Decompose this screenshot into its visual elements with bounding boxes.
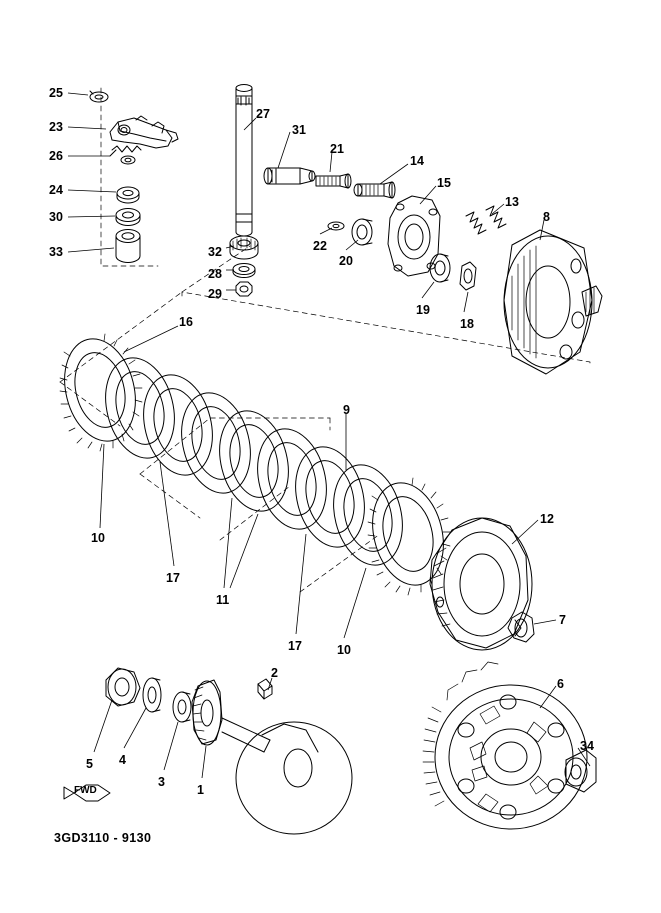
clutch-plate-9 [362,475,453,595]
part-3-washer [173,692,191,722]
part-25-circlip [90,91,108,102]
part-12-clutch-housing [430,518,532,650]
callout-30: 30 [49,210,63,224]
part-14-bolt [354,182,395,198]
callout-26: 26 [49,149,63,163]
callout-16: 16 [179,315,193,329]
callout-20: 20 [339,254,353,268]
part-31-push-rod-2 [264,168,315,184]
part-8-clutch-boss [504,230,602,374]
callout-8: 8 [543,210,550,224]
part-16-friction-plate [54,331,145,451]
part-28-washer [233,264,255,278]
part-2-key [258,679,272,699]
part-23-clutch-lever [110,116,178,148]
clutch-plate-6 [248,422,337,537]
callout-22: 22 [313,239,327,253]
part-4-washer [143,678,161,712]
push-rod-group [230,85,315,297]
part-32-gear [230,236,258,259]
callout-28: 28 [208,267,222,281]
push-lever-group [90,88,178,266]
callout-17: 17 [166,571,180,585]
part-30-washer [116,209,140,226]
callout-10: 10 [91,531,105,545]
part-20-bearing [352,219,372,245]
callout-21: 21 [330,142,344,156]
part-21-bolt [316,174,351,188]
callout-7: 7 [559,613,566,627]
part-29-nut [236,282,252,296]
callout-6: 6 [557,677,564,691]
part-27-push-rod [236,85,252,237]
callout-33: 33 [49,245,63,259]
bottom-left-shaft-group [106,668,352,834]
callout-23: 23 [49,120,63,134]
callout-12: 12 [540,512,554,526]
callout-17b: 17 [288,639,302,653]
callout-13: 13 [505,195,519,209]
part-19-bearing [430,254,450,282]
callout-31: 31 [292,123,306,137]
callout-14: 14 [410,154,424,168]
clutch-plate-8 [324,458,413,573]
primary-gear-cone [236,722,352,834]
clutch-plate-5 [210,404,299,519]
clutch-plate-3 [134,368,223,483]
callout-9: 9 [343,403,350,417]
fwd-direction-label: FWD [74,785,97,796]
callout-25: 25 [49,86,63,100]
callout-27: 27 [256,107,270,121]
clutch-plate-2 [96,351,185,466]
part-number-label: 3GD3110 - 9130 [54,831,152,845]
part-15-pressure-plate [388,196,440,276]
part-26-spring [110,146,141,164]
callout-32: 32 [208,245,222,259]
callout-18: 18 [460,317,474,331]
clutch-plate-4 [172,386,261,501]
callout-5: 5 [86,757,93,771]
part-18-circlip [460,262,476,290]
clutch-plate-stack [54,292,453,595]
callout-3: 3 [158,775,165,789]
callout-10b: 10 [337,643,351,657]
callout-4: 4 [119,753,126,767]
part-24-washer [117,187,139,203]
callout-24: 24 [49,183,63,197]
callout-15: 15 [437,176,451,190]
part-1-primary-drive-gear [192,680,222,745]
part-5-bearing [106,668,140,706]
callout-34: 34 [580,739,594,753]
callout-11: 11 [216,593,230,607]
clutch-plate-7 [286,440,375,555]
callout-29: 29 [208,287,222,301]
part-33-bush [116,230,140,263]
part-13-springs [466,206,506,234]
callout-1: 1 [197,783,204,797]
callout-19: 19 [416,303,430,317]
callout-2: 2 [271,666,278,680]
